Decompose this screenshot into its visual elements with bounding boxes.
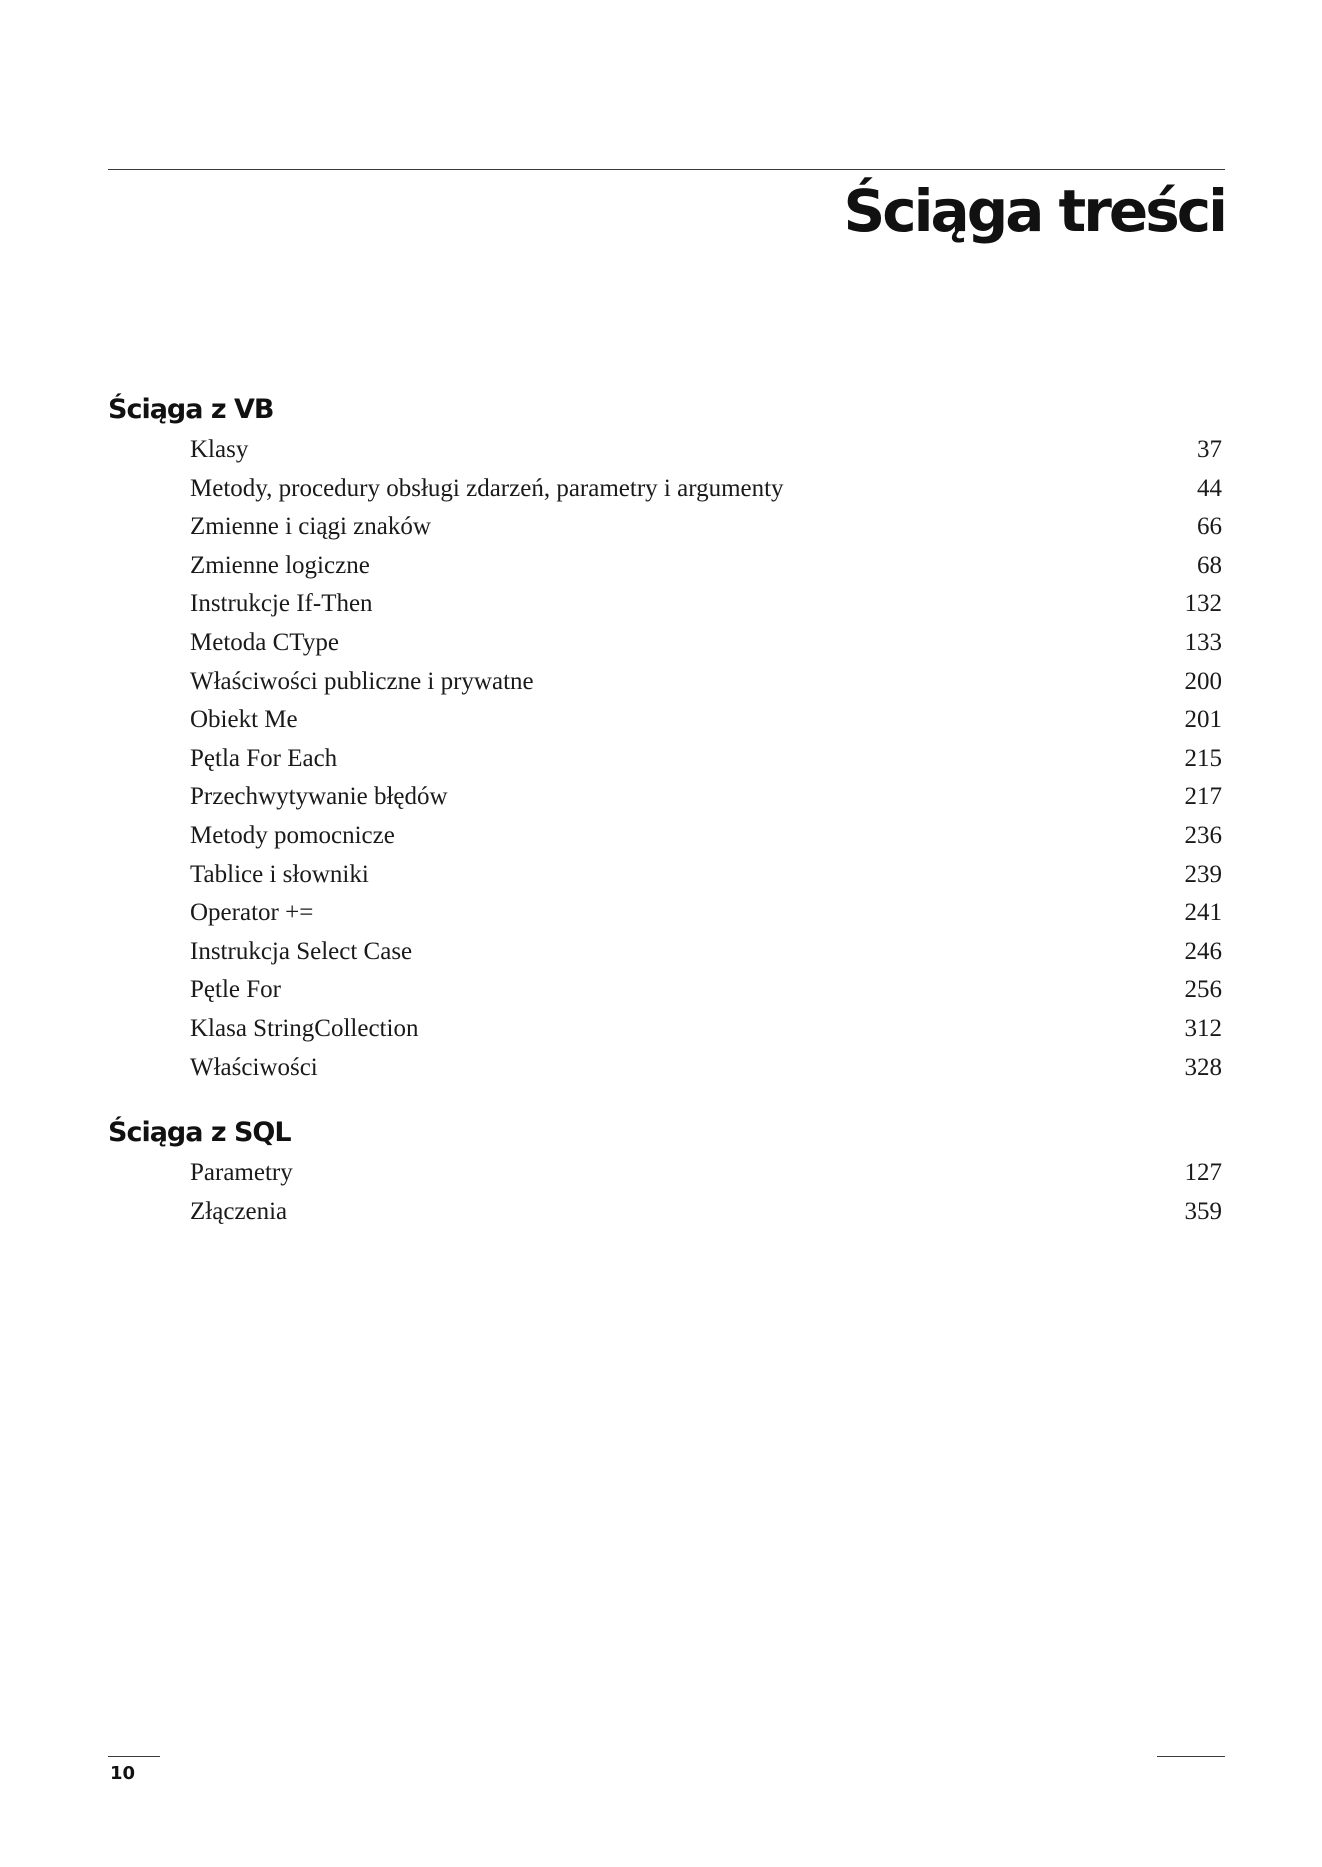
toc-entry[interactable] bbox=[108, 856, 1225, 895]
entry-label: Zmienne logiczne bbox=[190, 551, 370, 579]
toc-entry[interactable] bbox=[108, 1154, 1225, 1193]
toc-entry[interactable] bbox=[108, 1193, 1225, 1232]
toc-entry[interactable] bbox=[108, 624, 1225, 663]
entry-page: 68 bbox=[1197, 551, 1222, 579]
page-title: Ściąga treści bbox=[843, 177, 1225, 245]
toc-entry[interactable] bbox=[108, 933, 1225, 972]
entry-label: Instrukcja Select Case bbox=[190, 937, 413, 965]
toc-entry[interactable] bbox=[108, 971, 1225, 1010]
entry-label: Metoda CType bbox=[190, 628, 339, 656]
page-number: 10 bbox=[110, 1763, 136, 1784]
entry-label: Instrukcje If-Then bbox=[190, 590, 373, 618]
entry-label: Parametry bbox=[190, 1159, 293, 1186]
toc-entry[interactable] bbox=[108, 1049, 1225, 1088]
entry-page: 200 bbox=[1184, 667, 1222, 695]
entry-list bbox=[108, 1154, 1225, 1231]
entry-label: Obiekt Me bbox=[190, 706, 298, 734]
section-title: Ściąga z SQL bbox=[108, 1117, 291, 1148]
entry-label: Metody pomocnicze bbox=[190, 821, 395, 849]
toc-entry[interactable] bbox=[108, 894, 1225, 933]
entry-page: 217 bbox=[1184, 783, 1222, 811]
footer-rule-left bbox=[108, 1756, 160, 1757]
top-rule bbox=[108, 169, 1225, 170]
section-title: Ściąga z VB bbox=[108, 394, 274, 425]
entry-page: 359 bbox=[1184, 1197, 1222, 1225]
entry-label: Pętle For bbox=[190, 976, 281, 1004]
toc-entry[interactable] bbox=[108, 547, 1225, 586]
toc-entry[interactable] bbox=[108, 508, 1225, 547]
entry-label: Tablice i słowniki bbox=[190, 860, 369, 888]
toc-entry[interactable] bbox=[108, 470, 1225, 509]
entry-page: 127 bbox=[1184, 1159, 1222, 1186]
entry-page: 312 bbox=[1184, 1014, 1222, 1042]
entry-label: Właściwości publiczne i prywatne bbox=[190, 667, 534, 695]
entry-page: 37 bbox=[1197, 436, 1222, 463]
entry-label: Operator += bbox=[190, 899, 314, 927]
entry-label: Zmienne i ciągi znaków bbox=[190, 513, 431, 541]
toc-entry[interactable] bbox=[108, 740, 1225, 779]
section-vb bbox=[108, 389, 1225, 1087]
entry-page: 201 bbox=[1184, 706, 1222, 734]
entry-label: Przechwytywanie błędów bbox=[190, 783, 448, 811]
toc-entry[interactable] bbox=[108, 1010, 1225, 1049]
entry-page: 44 bbox=[1197, 474, 1222, 502]
entry-label: Właściwości bbox=[190, 1053, 318, 1081]
toc-entry[interactable] bbox=[108, 817, 1225, 856]
entry-page: 236 bbox=[1184, 821, 1222, 849]
entry-page: 132 bbox=[1184, 590, 1222, 618]
toc-entry[interactable] bbox=[108, 431, 1225, 470]
entry-label: Złączenia bbox=[190, 1197, 288, 1225]
entry-page: 246 bbox=[1184, 937, 1222, 965]
entry-page: 328 bbox=[1184, 1053, 1222, 1081]
section-sql bbox=[108, 1112, 1225, 1231]
entry-label: Klasa StringCollection bbox=[190, 1014, 419, 1042]
toc-entry[interactable] bbox=[108, 701, 1225, 740]
entry-page: 256 bbox=[1184, 976, 1222, 1004]
entry-page: 215 bbox=[1184, 744, 1222, 772]
entry-page: 239 bbox=[1184, 860, 1222, 888]
entry-page: 66 bbox=[1197, 513, 1222, 541]
toc-entry[interactable] bbox=[108, 663, 1225, 702]
entry-label: Pętla For Each bbox=[190, 744, 338, 772]
entry-page: 133 bbox=[1184, 628, 1222, 656]
entry-list bbox=[108, 431, 1225, 1087]
footer-rule-right bbox=[1157, 1756, 1225, 1757]
entry-label: Metody, procedury obsługi zdarzeń, parametry i argumenty bbox=[190, 474, 784, 502]
toc-entry[interactable] bbox=[108, 585, 1225, 624]
entry-label: Klasy bbox=[190, 436, 249, 463]
entry-page: 241 bbox=[1184, 899, 1222, 927]
toc-entry[interactable] bbox=[108, 778, 1225, 817]
